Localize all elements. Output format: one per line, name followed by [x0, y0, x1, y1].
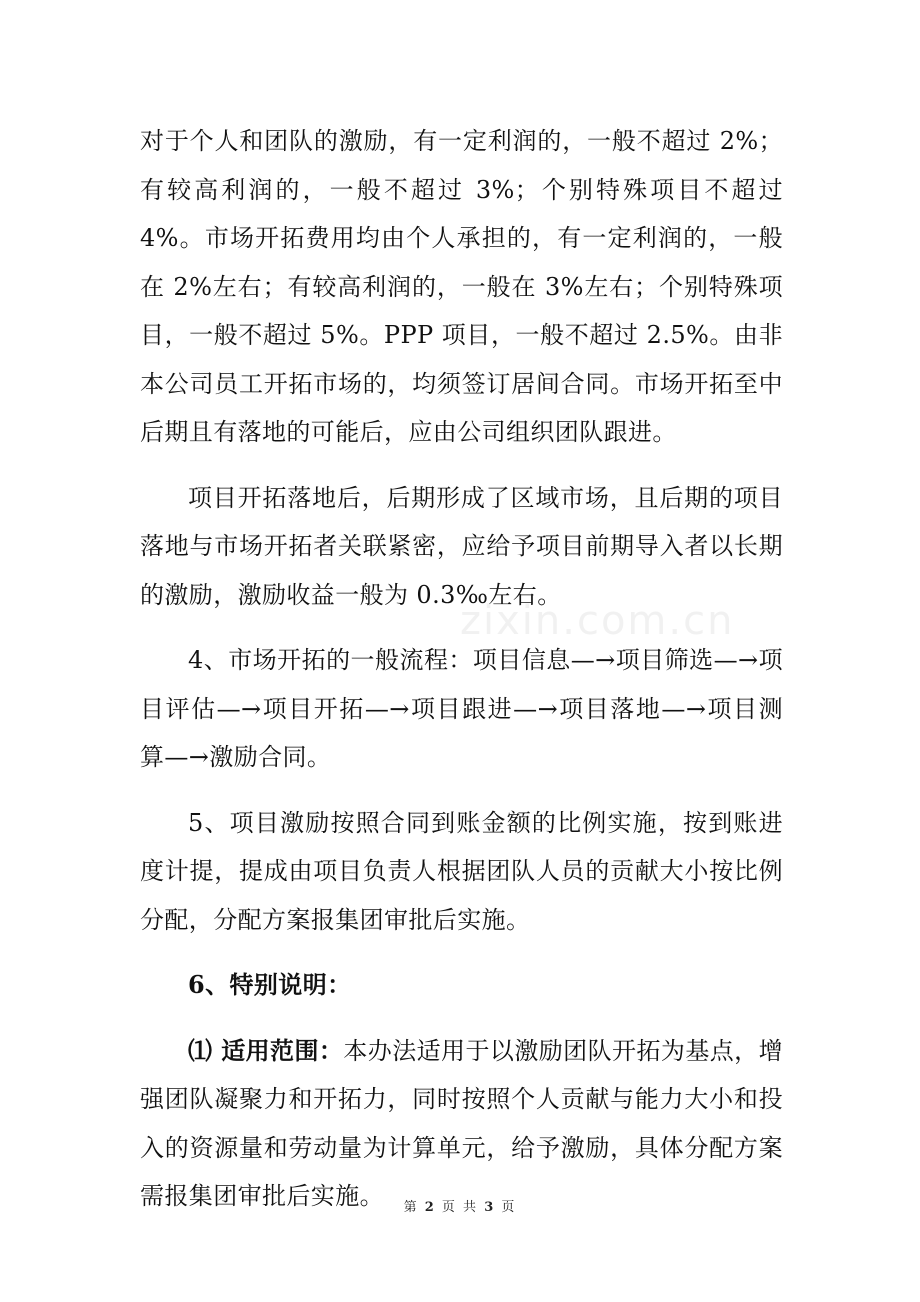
scope-body: 本办法适用于以激励团队开拓为基点，增强团队凝聚力和开拓力，同时按照个人贡献与能力大小和投入的资源量和劳动量为计算单元，给予激励，具体分配方案需报集团审批后实施。 [140, 1036, 783, 1210]
page-footer [0, 1196, 920, 1215]
paragraph-incentive-implementation: 5、项目激励按照合同到账金额的比例实施，按到账进度计提，提成由项目负责人根据团队人员的贡献大小按比例分配，分配方案报集团审批后实施。 [140, 808, 783, 934]
footer-middle: 页 共 [441, 1200, 479, 1215]
footer-current-page: 2 [424, 1200, 436, 1215]
paragraph-incentive-rates: 对于个人和团队的激励，有一定利润的，一般不超过 2%；有较高利润的，一般不超过 3%；个别特殊项目不超过 4%。市场开拓费用均由个人承担的，有一定利润的，一般在 2%左右；有较高利润的，一般在 3%左右；个别特殊项目，一般不超过 5%。PPP 项目，一般不超过 2.5%。由非本公司员工开拓市场的，均须签订居间合同。市场开拓至中后期且有落地的可能后，应由公司组织团队跟进。 [140, 127, 783, 446]
footer-total-pages: 3 [484, 1200, 496, 1215]
watermark: zixin.com.cn [460, 598, 735, 644]
footer-prefix: 第 [403, 1200, 419, 1215]
paragraph-scope [140, 1027, 783, 1221]
footer-suffix: 页 [501, 1200, 517, 1215]
paragraph-long-term-incentive: 项目开拓落地后，后期形成了区域市场，且后期的项目落地与市场开拓者关联紧密，应给予项目前期导入者以长期的激励，激励收益一般为 0.3‰左右。 [140, 483, 783, 609]
document-body [140, 117, 783, 1221]
section-heading-special-notes: 6、特别说明： [188, 970, 352, 999]
scope-label: ⑴ 适用范围： [188, 1035, 344, 1065]
paragraph-market-process: 4、市场开拓的一般流程：项目信息—→项目筛选—→项目评估—→项目开拓—→项目跟进—→项目落地—→项目测算—→激励合同。 [140, 646, 783, 771]
